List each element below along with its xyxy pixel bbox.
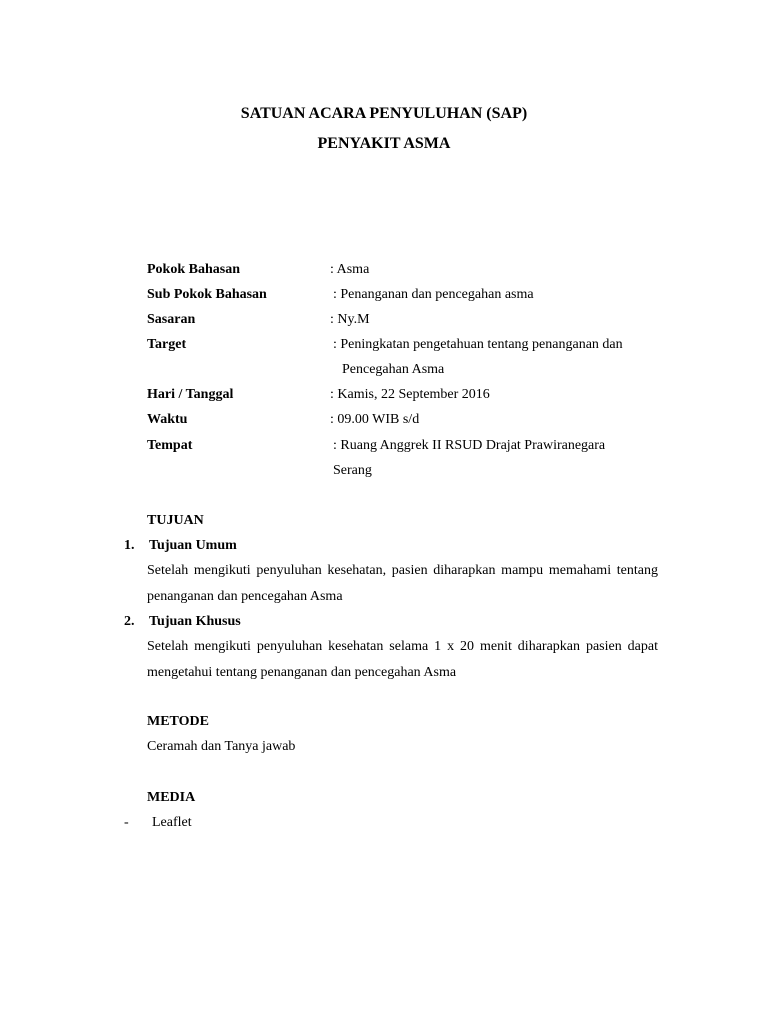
info-label-tempat: Tempat xyxy=(147,438,193,453)
info-value-tempat: : Ruang Anggrek II RSUD Drajat Prawiranegara xyxy=(333,438,606,453)
info-value-tempat-cont: Serang xyxy=(333,463,372,478)
media-bullet: - xyxy=(124,815,129,830)
tujuan-khusus-title: Tujuan Khusus xyxy=(149,614,241,629)
info-label-sasaran: Sasaran xyxy=(147,312,196,327)
tujuan-umum-text: Setelah mengikuti penyuluhan kesehatan, pasien diharapkan mampu memahami tentang penanganan dan pencegahan Asma xyxy=(147,563,658,604)
section-heading-metode: METODE xyxy=(147,714,209,729)
tujuan-khusus-text: Setelah mengikuti penyuluhan kesehatan selama 1 x 20 menit diharapkan pasien dapat mengetahui tentang penanganan dan pencegahan Asma xyxy=(147,639,658,680)
info-value-hari-tanggal: : Kamis, 22 September 2016 xyxy=(330,387,490,402)
document-title: SATUAN ACARA PENYULUHAN (SAP) xyxy=(240,105,528,122)
info-label-target: Target xyxy=(147,337,187,352)
info-value-sasaran: : Ny.M xyxy=(330,312,370,327)
info-value-pokok-bahasan: : Asma xyxy=(330,262,370,277)
tujuan-umum-title: Tujuan Umum xyxy=(149,538,237,553)
info-label-waktu: Waktu xyxy=(147,412,188,427)
info-value-target: : Peningkatan pengetahuan tentang penanganan dan xyxy=(333,337,623,352)
media-item-leaflet: Leaflet xyxy=(152,815,192,830)
info-value-target-cont: Pencegahan Asma xyxy=(342,362,445,377)
info-value-sub-pokok-bahasan: : Penanganan dan pencegahan asma xyxy=(333,287,534,302)
section-heading-media: MEDIA xyxy=(147,790,196,805)
tujuan-khusus-number: 2. xyxy=(124,614,135,629)
metode-text: Ceramah dan Tanya jawab xyxy=(147,739,296,754)
info-label-sub-pokok-bahasan: Sub Pokok Bahasan xyxy=(147,287,267,302)
info-label-pokok-bahasan: Pokok Bahasan xyxy=(147,262,240,277)
info-label-hari-tanggal: Hari / Tanggal xyxy=(147,387,234,402)
section-heading-tujuan: TUJUAN xyxy=(147,513,204,528)
document-subtitle: PENYAKIT ASMA xyxy=(317,135,451,152)
tujuan-umum-number: 1. xyxy=(124,538,135,553)
info-value-waktu: : 09.00 WIB s/d xyxy=(330,412,420,427)
